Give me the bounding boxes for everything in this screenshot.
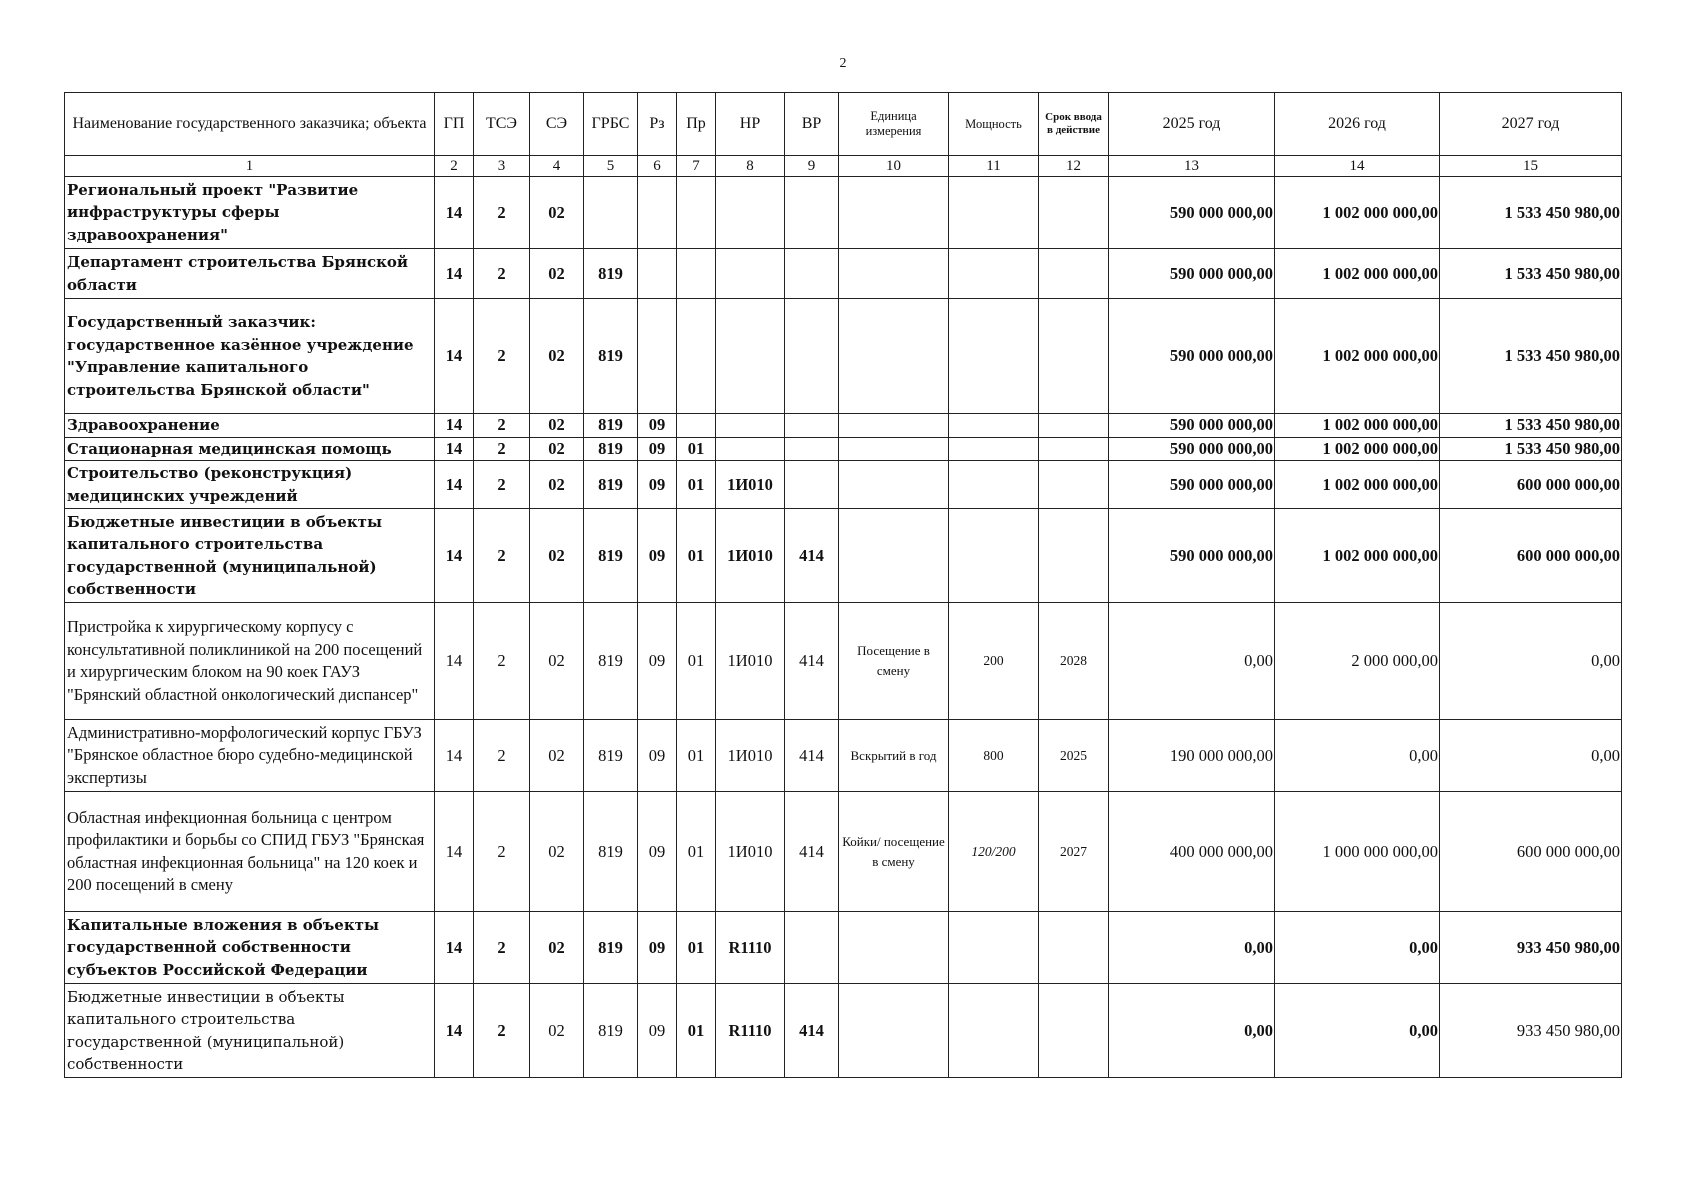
column-number: 10	[839, 156, 949, 177]
row-capacity: 200	[949, 603, 1039, 720]
row-amount-2025: 590 000 000,00	[1109, 461, 1275, 509]
column-number-row	[65, 156, 1622, 177]
row-capacity	[949, 414, 1039, 438]
table-row	[65, 249, 1622, 299]
row-tse: 2	[474, 414, 530, 438]
row-tse: 2	[474, 792, 530, 912]
row-amount-2026: 0,00	[1275, 720, 1440, 792]
row-gp: 14	[435, 792, 474, 912]
header-unit: Единица измерения	[839, 93, 949, 156]
table-row	[65, 509, 1622, 603]
table-row	[65, 720, 1622, 792]
row-gp: 14	[435, 912, 474, 984]
row-amount-2027: 933 450 980,00	[1440, 912, 1622, 984]
row-grbs: 819	[584, 249, 638, 299]
row-name: Пристройка к хирургическому корпусу с консультативной поликлиникой на 200 посещений и хирургическим блоком на 90 коек ГАУЗ "Брянский областной онкологический диспансер"	[65, 603, 435, 720]
row-gp: 14	[435, 461, 474, 509]
header-rz: Рз	[638, 93, 677, 156]
row-vr	[785, 912, 839, 984]
row-amount-2027: 933 450 980,00	[1440, 984, 1622, 1078]
row-capacity	[949, 437, 1039, 461]
row-amount-2026: 1 002 000 000,00	[1275, 414, 1440, 438]
row-se: 02	[530, 249, 584, 299]
row-vr	[785, 437, 839, 461]
row-rz: 09	[638, 414, 677, 438]
row-pr: 01	[677, 461, 716, 509]
row-capacity	[949, 984, 1039, 1078]
row-name: Бюджетные инвестиции в объекты капитального строительства государственной (муниципальной) собственности	[65, 509, 435, 603]
row-amount-2027: 1 533 450 980,00	[1440, 177, 1622, 249]
row-term	[1039, 461, 1109, 509]
row-vr	[785, 414, 839, 438]
row-vr: 414	[785, 603, 839, 720]
row-nr: 1И010	[716, 509, 785, 603]
row-amount-2027: 600 000 000,00	[1440, 509, 1622, 603]
table-row	[65, 299, 1622, 414]
row-name: Бюджетные инвестиции в объекты капитального строительства государственной (муниципальной) собственности	[65, 984, 435, 1078]
column-number: 9	[785, 156, 839, 177]
row-tse: 2	[474, 720, 530, 792]
row-se: 02	[530, 912, 584, 984]
page-number: 2	[839, 56, 847, 71]
column-number: 13	[1109, 156, 1275, 177]
row-amount-2025: 590 000 000,00	[1109, 177, 1275, 249]
row-term	[1039, 912, 1109, 984]
row-amount-2027: 600 000 000,00	[1440, 792, 1622, 912]
row-pr: 01	[677, 984, 716, 1078]
header-name: Наименование государственного заказчика; объекта	[65, 93, 435, 156]
row-nr	[716, 414, 785, 438]
row-gp: 14	[435, 414, 474, 438]
column-number: 5	[584, 156, 638, 177]
row-se: 02	[530, 461, 584, 509]
row-rz: 09	[638, 720, 677, 792]
column-number: 3	[474, 156, 530, 177]
row-pr	[677, 414, 716, 438]
row-amount-2027: 0,00	[1440, 720, 1622, 792]
row-grbs: 819	[584, 509, 638, 603]
row-tse: 2	[474, 984, 530, 1078]
column-number: 2	[435, 156, 474, 177]
table-row	[65, 603, 1622, 720]
row-grbs: 819	[584, 792, 638, 912]
table-row	[65, 437, 1622, 461]
header-2025: 2025 год	[1109, 93, 1275, 156]
row-amount-2025: 590 000 000,00	[1109, 414, 1275, 438]
row-nr	[716, 249, 785, 299]
header-term: Срок ввода в действие	[1039, 93, 1109, 156]
row-amount-2025: 190 000 000,00	[1109, 720, 1275, 792]
row-name: Здравоохранение	[65, 414, 435, 438]
row-name: Административно-морфологический корпус ГБУЗ "Брянское областное бюро судебно-медицинской экспертизы	[65, 720, 435, 792]
row-grbs: 819	[584, 414, 638, 438]
row-amount-2025: 400 000 000,00	[1109, 792, 1275, 912]
column-number: 14	[1275, 156, 1440, 177]
header-pr: Пр	[677, 93, 716, 156]
row-term	[1039, 414, 1109, 438]
row-pr: 01	[677, 720, 716, 792]
column-number: 12	[1039, 156, 1109, 177]
row-pr: 01	[677, 437, 716, 461]
column-number: 7	[677, 156, 716, 177]
table-row	[65, 461, 1622, 509]
row-nr: 1И010	[716, 720, 785, 792]
header-vr: ВР	[785, 93, 839, 156]
row-gp: 14	[435, 177, 474, 249]
column-number: 6	[638, 156, 677, 177]
header-grbs: ГРБС	[584, 93, 638, 156]
row-term	[1039, 177, 1109, 249]
header-gp: ГП	[435, 93, 474, 156]
row-gp: 14	[435, 299, 474, 414]
table-row	[65, 792, 1622, 912]
row-rz: 09	[638, 603, 677, 720]
row-rz: 09	[638, 984, 677, 1078]
row-vr: 414	[785, 509, 839, 603]
row-pr	[677, 299, 716, 414]
table-header-row	[65, 93, 1622, 156]
row-amount-2026: 1 002 000 000,00	[1275, 437, 1440, 461]
row-amount-2026: 1 002 000 000,00	[1275, 461, 1440, 509]
row-amount-2025: 590 000 000,00	[1109, 249, 1275, 299]
row-name: Областная инфекционная больница с центром профилактики и борьбы со СПИД ГБУЗ "Брянская областная инфекционная больница" на 120 коек и 200 посещений в смену	[65, 792, 435, 912]
row-vr	[785, 177, 839, 249]
row-pr	[677, 249, 716, 299]
row-unit	[839, 437, 949, 461]
row-tse: 2	[474, 603, 530, 720]
row-term: 2025	[1039, 720, 1109, 792]
row-unit	[839, 984, 949, 1078]
row-rz: 09	[638, 509, 677, 603]
row-unit: Койки/ посещение в смену	[839, 792, 949, 912]
row-vr	[785, 461, 839, 509]
row-pr: 01	[677, 509, 716, 603]
row-gp: 14	[435, 720, 474, 792]
row-amount-2025: 0,00	[1109, 603, 1275, 720]
table-row	[65, 912, 1622, 984]
row-grbs: 819	[584, 720, 638, 792]
header-tse: ТСЭ	[474, 93, 530, 156]
row-term	[1039, 299, 1109, 414]
row-tse: 2	[474, 299, 530, 414]
row-term	[1039, 984, 1109, 1078]
row-capacity: 120/200	[949, 792, 1039, 912]
row-gp: 14	[435, 249, 474, 299]
row-tse: 2	[474, 461, 530, 509]
row-vr	[785, 249, 839, 299]
budget-table	[64, 92, 1622, 1078]
row-name: Государственный заказчик: государственное казённое учреждение "Управление капитального строительства Брянской области"	[65, 299, 435, 414]
row-tse: 2	[474, 177, 530, 249]
row-capacity: 800	[949, 720, 1039, 792]
row-rz: 09	[638, 912, 677, 984]
row-nr	[716, 177, 785, 249]
header-se: СЭ	[530, 93, 584, 156]
row-se: 02	[530, 984, 584, 1078]
row-name: Департамент строительства Брянской области	[65, 249, 435, 299]
row-unit	[839, 299, 949, 414]
row-pr: 01	[677, 603, 716, 720]
row-grbs: 819	[584, 912, 638, 984]
table-row	[65, 414, 1622, 438]
row-pr: 01	[677, 792, 716, 912]
header-capacity: Мощность	[949, 93, 1039, 156]
row-term: 2028	[1039, 603, 1109, 720]
header-2027: 2027 год	[1440, 93, 1622, 156]
row-se: 02	[530, 414, 584, 438]
row-se: 02	[530, 792, 584, 912]
row-rz: 09	[638, 437, 677, 461]
row-capacity	[949, 912, 1039, 984]
row-grbs: 819	[584, 984, 638, 1078]
row-amount-2027: 1 533 450 980,00	[1440, 437, 1622, 461]
row-capacity	[949, 509, 1039, 603]
row-amount-2027: 1 533 450 980,00	[1440, 414, 1622, 438]
row-nr	[716, 299, 785, 414]
row-nr: 1И010	[716, 461, 785, 509]
row-capacity	[949, 177, 1039, 249]
row-rz	[638, 299, 677, 414]
row-pr: 01	[677, 912, 716, 984]
row-grbs	[584, 177, 638, 249]
row-unit	[839, 414, 949, 438]
row-amount-2026: 1 002 000 000,00	[1275, 249, 1440, 299]
row-term	[1039, 437, 1109, 461]
row-name: Строительство (реконструкция) медицинских учреждений	[65, 461, 435, 509]
row-unit	[839, 249, 949, 299]
row-amount-2025: 590 000 000,00	[1109, 299, 1275, 414]
header-nr: НР	[716, 93, 785, 156]
row-amount-2027: 600 000 000,00	[1440, 461, 1622, 509]
row-se: 02	[530, 437, 584, 461]
row-rz: 09	[638, 792, 677, 912]
row-pr	[677, 177, 716, 249]
table-row	[65, 984, 1622, 1078]
row-term	[1039, 249, 1109, 299]
row-grbs: 819	[584, 437, 638, 461]
row-unit: Посещение в смену	[839, 603, 949, 720]
row-grbs: 819	[584, 603, 638, 720]
row-amount-2025: 590 000 000,00	[1109, 509, 1275, 603]
row-rz	[638, 177, 677, 249]
column-number: 4	[530, 156, 584, 177]
row-amount-2025: 590 000 000,00	[1109, 437, 1275, 461]
row-name: Капитальные вложения в объекты государственной собственности субъектов Российской Федерации	[65, 912, 435, 984]
row-tse: 2	[474, 249, 530, 299]
row-unit	[839, 177, 949, 249]
column-number: 8	[716, 156, 785, 177]
row-amount-2026: 2 000 000,00	[1275, 603, 1440, 720]
row-amount-2027: 1 533 450 980,00	[1440, 249, 1622, 299]
row-nr: 1И010	[716, 792, 785, 912]
header-2026: 2026 год	[1275, 93, 1440, 156]
column-number: 11	[949, 156, 1039, 177]
row-vr: 414	[785, 792, 839, 912]
row-term: 2027	[1039, 792, 1109, 912]
row-amount-2026: 1 002 000 000,00	[1275, 177, 1440, 249]
row-vr: 414	[785, 720, 839, 792]
row-grbs: 819	[584, 461, 638, 509]
row-tse: 2	[474, 509, 530, 603]
row-gp: 14	[435, 603, 474, 720]
row-gp: 14	[435, 984, 474, 1078]
row-gp: 14	[435, 437, 474, 461]
row-capacity	[949, 249, 1039, 299]
row-amount-2027: 1 533 450 980,00	[1440, 299, 1622, 414]
row-nr: R1110	[716, 912, 785, 984]
row-amount-2025: 0,00	[1109, 984, 1275, 1078]
row-unit	[839, 912, 949, 984]
row-unit	[839, 509, 949, 603]
row-rz	[638, 249, 677, 299]
row-amount-2026: 0,00	[1275, 984, 1440, 1078]
row-vr: 414	[785, 984, 839, 1078]
row-capacity	[949, 461, 1039, 509]
row-nr: 1И010	[716, 603, 785, 720]
row-vr	[785, 299, 839, 414]
row-rz: 09	[638, 461, 677, 509]
row-grbs: 819	[584, 299, 638, 414]
row-nr	[716, 437, 785, 461]
row-unit	[839, 461, 949, 509]
row-name: Региональный проект "Развитие инфраструктуры сферы здравоохранения"	[65, 177, 435, 249]
column-number: 15	[1440, 156, 1622, 177]
row-se: 02	[530, 509, 584, 603]
row-se: 02	[530, 603, 584, 720]
row-tse: 2	[474, 437, 530, 461]
row-amount-2026: 1 002 000 000,00	[1275, 299, 1440, 414]
row-se: 02	[530, 299, 584, 414]
row-nr: R1110	[716, 984, 785, 1078]
row-unit: Вскрытий в год	[839, 720, 949, 792]
row-se: 02	[530, 720, 584, 792]
row-amount-2026: 1 002 000 000,00	[1275, 509, 1440, 603]
row-amount-2026: 1 000 000 000,00	[1275, 792, 1440, 912]
row-capacity	[949, 299, 1039, 414]
table-row	[65, 177, 1622, 249]
row-term	[1039, 509, 1109, 603]
row-amount-2027: 0,00	[1440, 603, 1622, 720]
row-amount-2025: 0,00	[1109, 912, 1275, 984]
column-number: 1	[65, 156, 435, 177]
row-se: 02	[530, 177, 584, 249]
row-amount-2026: 0,00	[1275, 912, 1440, 984]
row-name: Стационарная медицинская помощь	[65, 437, 435, 461]
row-gp: 14	[435, 509, 474, 603]
row-tse: 2	[474, 912, 530, 984]
